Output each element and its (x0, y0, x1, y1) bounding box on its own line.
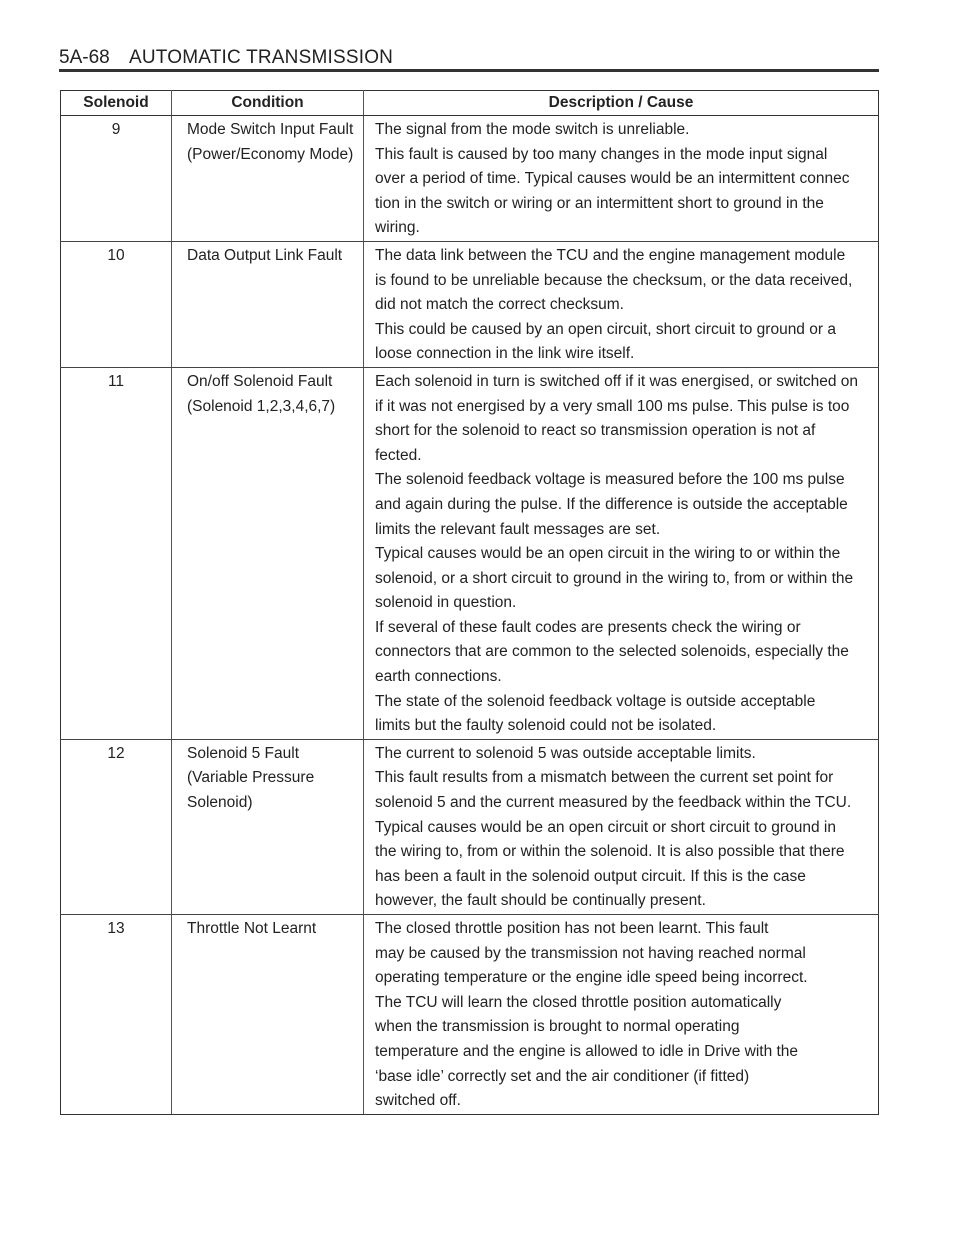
condition-cell (172, 241, 364, 367)
description-line: has been a fault in the solenoid output circuit. If this is the case (375, 867, 806, 885)
table-row (61, 915, 879, 1115)
description-line: limits the relevant fault messages are set. (375, 520, 661, 538)
column-header-description: Description / Cause (364, 91, 879, 116)
description-line: temperature and the engine is allowed to idle in Drive with the (375, 1042, 799, 1060)
description-line: fected. (375, 446, 422, 464)
description-line: Typical causes would be an open circuit in the wiring to or within the (375, 545, 841, 563)
description-line: is found to be unreliable because the checksum, or the data received, (375, 271, 853, 289)
description-line: limits but the faulty solenoid could not be isolated. (375, 717, 717, 735)
description-line: The solenoid feedback voltage is measured before the 100 ms pulse (375, 471, 845, 489)
description-line: operating temperature or the engine idle speed being incorrect. (375, 969, 808, 987)
fault-code-table (60, 90, 879, 1115)
condition-cell (172, 915, 364, 1115)
description-line: did not match the correct checksum. (375, 296, 624, 314)
description-line: tion in the switch or wiring or an intermittent short to ground in the (375, 194, 824, 212)
description-line: if it was not energised by a very small 100 ms pulse. This pulse is too (375, 397, 850, 415)
description-line: when the transmission is brought to normal operating (375, 1018, 740, 1036)
description-line: loose connection in the link wire itself. (375, 345, 635, 363)
table-header-row (61, 91, 879, 116)
table-row (61, 241, 879, 367)
description-line: The TCU will learn the closed throttle position automatically (375, 993, 782, 1011)
table-row (61, 739, 879, 914)
description-line: however, the fault should be continually present. (375, 892, 706, 910)
section-title: AUTOMATIC TRANSMISSION (129, 47, 394, 68)
description-cell (364, 241, 879, 367)
page-number: 5A-68 (59, 47, 110, 68)
condition-line: Mode Switch Input Fault (187, 121, 354, 138)
condition-line: (Power/Economy Mode) (187, 145, 354, 163)
description-line: The closed throttle position has not been learnt. This fault (375, 920, 769, 937)
description-line: If several of these fault codes are presents check the wiring or (375, 618, 801, 636)
description-line: The signal from the mode switch is unreliable. (375, 121, 690, 138)
description-line: earth connections. (375, 668, 502, 686)
description-line: solenoid, or a short circuit to ground in the wiring to, from or within the (375, 569, 854, 587)
condition-line: (Variable Pressure (187, 769, 315, 787)
description-line: The state of the solenoid feedback voltage is outside acceptable (375, 692, 816, 710)
description-line: The current to solenoid 5 was outside acceptable limits. (375, 744, 756, 762)
solenoid-number-cell: 9 (61, 116, 172, 242)
table-row (61, 367, 879, 739)
description-line: Typical causes would be an open circuit or short circuit to ground in (375, 818, 836, 836)
description-line: The data link between the TCU and the engine management module (375, 246, 846, 264)
description-line: This could be caused by an open circuit, short circuit to ground or a (375, 320, 836, 338)
condition-line: Solenoid 5 Fault (187, 744, 300, 762)
description-line: solenoid 5 and the current measured by the feedback within the TCU. (375, 794, 852, 812)
description-line: ‘base idle’ correctly set and the air conditioner (if fitted) (375, 1067, 750, 1085)
description-cell (364, 116, 879, 242)
description-line: short for the solenoid to react so transmission operation is not af (375, 422, 816, 440)
description-line: This fault results from a mismatch between the current set point for (375, 769, 834, 787)
description-cell (364, 367, 879, 739)
solenoid-number-cell: 13 (61, 915, 172, 1115)
condition-cell (172, 367, 364, 739)
description-line: the wiring to, from or within the solenoid. It is also possible that there (375, 843, 845, 861)
table-row (61, 116, 879, 242)
condition-line: Throttle Not Learnt (187, 920, 317, 937)
solenoid-number-cell: 10 (61, 241, 172, 367)
column-header-solenoid: Solenoid (61, 91, 172, 116)
condition-cell (172, 739, 364, 914)
description-line: may be caused by the transmission not having reached normal (375, 944, 806, 962)
condition-line: Solenoid) (187, 794, 253, 812)
solenoid-number-cell: 12 (61, 739, 172, 914)
description-line: switched off. (375, 1092, 461, 1110)
description-line: Each solenoid in turn is switched off if it was energised, or switched on (375, 372, 859, 390)
column-header-condition: Condition (172, 91, 364, 116)
description-cell (364, 915, 879, 1115)
solenoid-number-cell: 11 (61, 367, 172, 739)
description-line: solenoid in question. (375, 594, 517, 612)
description-cell (364, 739, 879, 914)
condition-line: (Solenoid 1,2,3,4,6,7) (187, 397, 336, 415)
condition-cell (172, 116, 364, 242)
description-line: over a period of time. Typical causes would be an intermittent connec (375, 170, 850, 188)
description-line: and again during the pulse. If the difference is outside the acceptable (375, 495, 848, 513)
condition-line: Data Output Link Fault (187, 246, 343, 264)
condition-line: On/off Solenoid Fault (187, 372, 333, 390)
description-line: This fault is caused by too many changes in the mode input signal (375, 145, 828, 163)
page-header (59, 46, 879, 72)
description-line: connectors that are common to the selected solenoids, especially the (375, 643, 849, 661)
description-line: wiring. (375, 219, 420, 237)
